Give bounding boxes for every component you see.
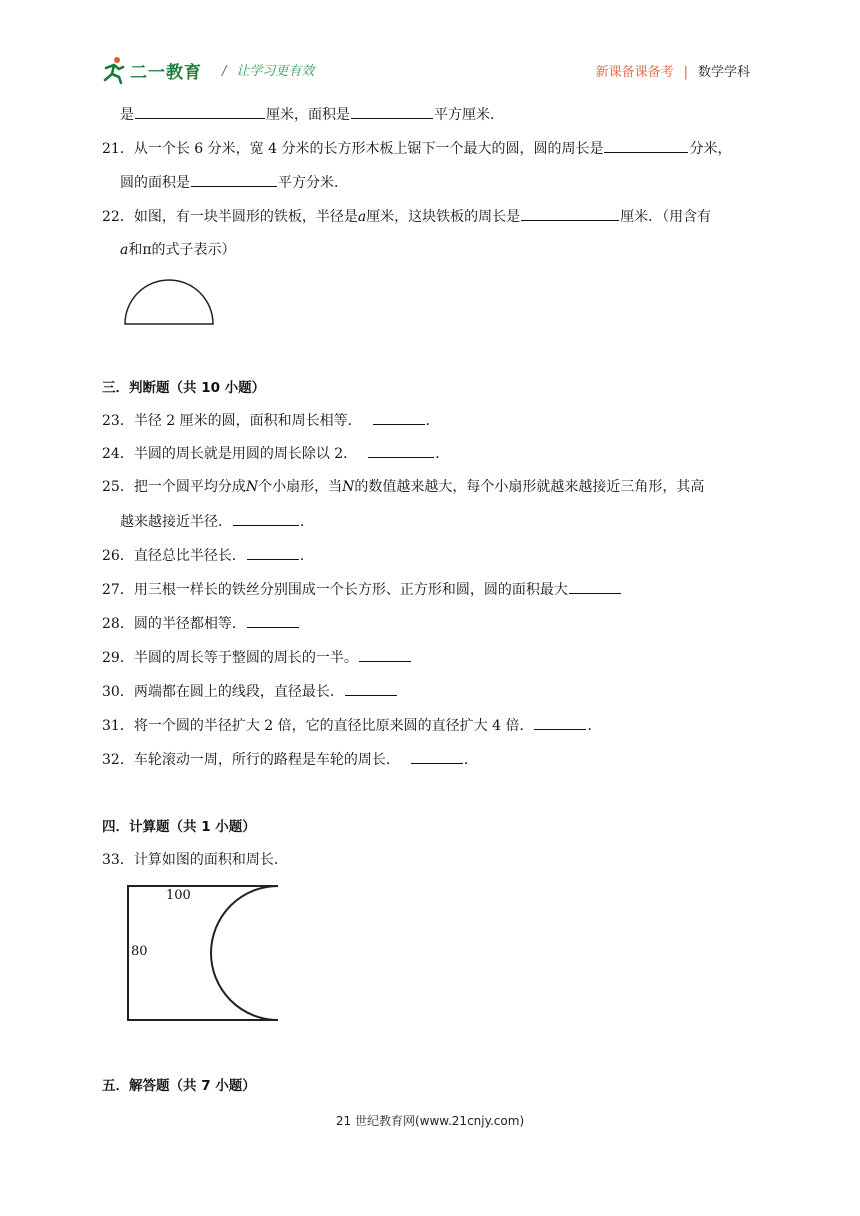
question-text: 越来越接近半径．: [120, 514, 232, 530]
question-text: 直径总比半径长．: [133, 548, 246, 564]
question-text: 厘米，这块铁板的周长是: [366, 209, 521, 225]
answer-blank: [534, 715, 586, 730]
question-24: [102, 443, 449, 464]
semicircle-figure: [122, 278, 216, 328]
q20-prefix: 是: [120, 107, 134, 123]
question-32: [102, 749, 478, 770]
question-27: [102, 579, 622, 600]
question-text: 圆的面积是: [120, 175, 190, 191]
question-21: [102, 138, 731, 159]
answer-blank: [135, 104, 265, 119]
dimension-label-left: 80: [131, 944, 148, 959]
answer-blank: [411, 749, 463, 764]
question-text: 平方分米．: [278, 175, 348, 191]
q20-suffix: 平方厘米．: [434, 107, 504, 123]
slogan-text: 让学习更有效: [236, 64, 315, 79]
question-text: 把一个圆平均分成: [133, 479, 246, 495]
variable-a: a: [357, 209, 367, 225]
question-text: 厘米．（用含有: [620, 209, 712, 225]
logo: [100, 56, 202, 84]
question-text: 和π的式子表示）: [128, 242, 236, 258]
answer-blank: [351, 104, 433, 119]
question-33: [102, 850, 288, 870]
variable-n: N: [245, 479, 259, 495]
question-29: [102, 647, 412, 668]
question-text: 分米，: [689, 141, 732, 157]
answer-blank: [247, 613, 299, 628]
variable-n: N: [342, 479, 355, 495]
answer-blank: [345, 681, 397, 696]
question-number: 30．: [102, 684, 134, 700]
question-text: 将一个圆的半径扩大 2 倍，它的直径比原来圆的直径扩大 4 倍．: [133, 718, 534, 734]
q20-mid: 厘米，面积是: [266, 107, 350, 123]
question-end: ．: [299, 548, 314, 564]
question-number: 26．: [102, 548, 134, 564]
question-22: [102, 206, 711, 227]
question-28: [102, 613, 300, 634]
question-30: [102, 681, 398, 702]
question-text: 半圆的周长等于整圆的周长的一半。: [133, 650, 358, 666]
question-22-continuation: [120, 240, 236, 260]
question-number: 33．: [102, 852, 134, 868]
question-text: 两端都在圆上的线段，直径最长．: [133, 684, 344, 700]
answer-blank: [368, 443, 434, 458]
q20-continuation: [120, 104, 504, 125]
variable-a: a: [120, 242, 129, 258]
page-header: [100, 50, 760, 94]
question-text: 半圆的周长就是用圆的周长除以 2．: [133, 446, 358, 462]
logo-text: 二一教育: [130, 62, 202, 83]
answer-blank: [604, 138, 688, 153]
question-end: ．: [463, 752, 478, 768]
question-text: 计算如图的面积和周长．: [133, 852, 288, 868]
question-number: 27．: [102, 582, 134, 598]
answer-blank: [569, 579, 621, 594]
question-end: ．: [425, 413, 440, 429]
question-text: 车轮滚动一周，所行的路程是车轮的周长．: [133, 752, 400, 768]
question-text: 如图，有一块半圆形的铁板，半径是: [133, 209, 358, 225]
question-text: 个小扇形，当: [258, 479, 343, 495]
question-text: 用三根一样长的铁丝分别围成一个长方形、正方形和圆，圆的面积最大: [133, 582, 568, 598]
question-25-continuation: [120, 511, 314, 532]
question-text: 从一个长 6 分米，宽 4 分米的长方形木板上锯下一个最大的圆，圆的周长是: [133, 141, 604, 157]
question-23: [102, 410, 440, 431]
answer-blank: [373, 410, 425, 425]
answer-blank: [247, 545, 299, 560]
question-26: [102, 545, 314, 566]
header-separator: |: [683, 65, 688, 80]
question-number: 23．: [102, 413, 134, 429]
question-25: [102, 477, 704, 497]
question-number: 25．: [102, 479, 134, 495]
header-label-subject: 数学学科: [697, 65, 750, 80]
question-number: 22．: [102, 209, 134, 225]
calculation-figure: [122, 882, 292, 1026]
header-label-prep: 新课备课备考: [595, 65, 674, 80]
question-number: 31．: [102, 718, 134, 734]
question-text: 圆的半径都相等．: [133, 616, 246, 632]
answer-blank: [233, 511, 299, 526]
answer-blank: [191, 172, 277, 187]
question-number: 24．: [102, 446, 134, 462]
section-heading-answer: 五．解答题（共 7 小题）: [102, 1078, 256, 1094]
question-number: 21．: [102, 141, 134, 157]
answer-blank: [359, 647, 411, 662]
question-text: 的数值越来越大，每个小扇形就越来越接近三角形，其高: [354, 479, 705, 495]
answer-blank: [521, 206, 619, 221]
question-number: 29．: [102, 650, 134, 666]
question-end: ．: [300, 514, 314, 530]
question-number: 32．: [102, 752, 134, 768]
question-31: [102, 715, 601, 736]
question-number: 28．: [102, 616, 134, 632]
question-text: 半径 2 厘米的圆，面积和周长相等．: [133, 413, 362, 429]
header-right: [596, 61, 750, 80]
page-footer: 21 世纪教育网(www.21cnjy.com): [335, 1114, 525, 1128]
section-heading-calculation: 四．计算题（共 1 小题）: [102, 819, 256, 835]
question-end: ．: [435, 446, 450, 462]
question-21-continuation: [120, 172, 348, 193]
question-end: ．: [587, 718, 602, 734]
section-heading-judgment: 三．判断题（共 10 小题）: [102, 380, 266, 396]
slogan: / 让学习更有效: [222, 64, 315, 79]
runner-logo-icon: [100, 56, 126, 84]
dimension-label-top: 100: [166, 888, 191, 903]
